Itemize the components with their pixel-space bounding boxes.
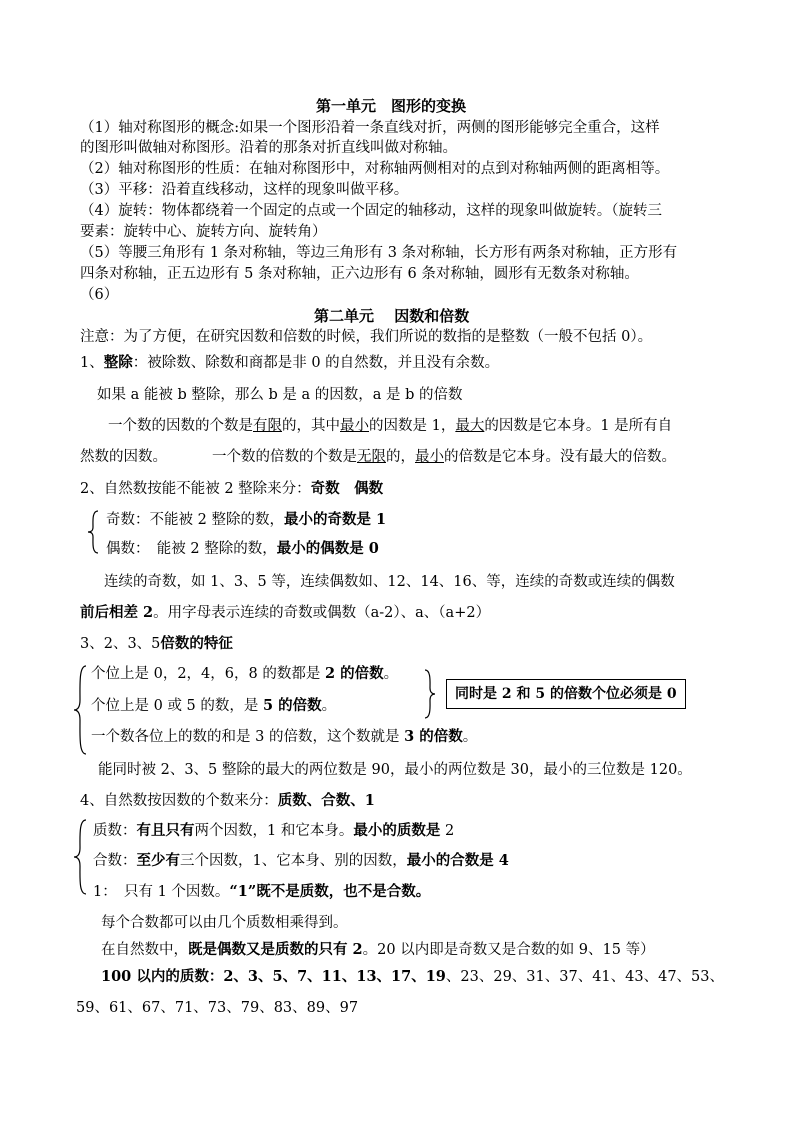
section4-bold: 质数、合数、1 (277, 792, 375, 809)
multiples-brace (72, 664, 88, 756)
section1-line (80, 353, 499, 373)
factor-finite: 有限 (253, 418, 282, 434)
section3-line (80, 634, 233, 654)
section3-number: 3、2、3、5 (80, 636, 161, 652)
prime-definition (93, 821, 454, 841)
rule2-text: 个位上是 0，2，4，6，8 的数都是 (91, 666, 325, 682)
odd-text: 奇数：不能被 2 整除的数， (106, 512, 284, 528)
primes-rest: 、23、29、31、37、41、43、47、53、 (445, 969, 724, 985)
composite-product-line: 每个合数都可以由几个质数相乘得到。 (101, 915, 348, 931)
unit1-p6: （6） (80, 287, 119, 303)
multiple-text-3: 的倍数是它本身。没有最大的倍数。 (444, 449, 676, 465)
unit1-p1-line1: （1）轴对称图形的概念:如果一个图形沿着一条直线对折，两侧的图形能够完全重合，这样 (80, 120, 660, 136)
primes-bold: 100 以内的质数：2、3、5、7、11、13、17、19 (101, 968, 446, 985)
factor-line1 (108, 416, 672, 436)
multiple-text-2: 的， (386, 449, 415, 465)
factor-largest: 最大 (455, 418, 485, 434)
unit1-p5-line1: （5）等腰三角形有 1 条对称轴，等边三角形有 3 条对称轴，长方形有两条对称轴，正方形有 (80, 245, 678, 261)
rule3-bold: 3 的倍数 (404, 728, 463, 745)
unit1-title: 第一单元 图形的变换 (316, 97, 467, 115)
prime-text: 两个因数，1 和它本身。 (194, 823, 354, 839)
section2-text: 2、自然数按能不能被 2 整除来分： (80, 481, 311, 497)
factor-text-1: 一个数的因数的个数是 (108, 418, 253, 434)
unit1-p4-line1: （4）旋转：物体都绕着一个固定的点或一个固定的轴移动，这样的现象叫做旋转。（旋转三 (80, 203, 662, 219)
rule3-text: 一个数各位上的数的和是 3 的倍数，这个数就是 (91, 729, 405, 745)
multiple-line (212, 447, 676, 467)
rule5-end: 。 (321, 698, 337, 714)
rule-multiple-of-5 (91, 696, 336, 716)
composite-bold-2: 最小的合数是 4 (406, 852, 509, 869)
prime-bold-2: 最小的质数是 (353, 822, 441, 839)
factor-smallest: 最小 (340, 418, 369, 434)
unit1-p1-line2: 的图形叫做轴对称图形。沿着的那条对折直线叫做对称轴。 (80, 140, 457, 156)
rule-2-and-5-box: 同时是 2 和 5 的倍数个位必须是 0 (446, 679, 686, 709)
unit1-p5-line2: 四条对称轴，正五边形有 5 条对称轴，正六边形有 6 条对称轴，圆形有无数条对称轴。 (80, 266, 639, 282)
multiple-smallest: 最小 (415, 449, 444, 465)
consecutive-line1: 连续的奇数，如 1、3、5 等，连续偶数如、12、14、16、等，连续的奇数或连续的偶数 (104, 574, 675, 590)
unit1-p2: （2）轴对称图形的性质：在轴对称图形中，对称轴两侧相对的点到对称轴两侧的距离相等。 (80, 161, 670, 177)
rule5-text: 个位上是 0 或 5 的数，是 (91, 698, 263, 714)
one-bold: “1”既不是质数，也不是合数。 (229, 883, 431, 900)
odd-definition (106, 510, 386, 530)
factor-line2: 然数的因数。 (80, 449, 167, 465)
unit1-p3: （3）平移：沿着直线移动，这样的现象叫做平移。 (80, 182, 409, 198)
rule2-bold: 2 的倍数 (324, 665, 384, 682)
section4-line (80, 791, 375, 811)
odd-bold: 最小的奇数是 1 (283, 511, 387, 528)
prime-label: 质数： (93, 823, 137, 839)
composite-definition (93, 851, 509, 871)
even-prime-line (101, 940, 655, 960)
rule-multiple-of-2 (91, 664, 398, 684)
section3-bold: 倍数的特征 (160, 635, 233, 652)
even-prime-text-2: 。20 以内即是奇数又是合数的如 9、15 等） (362, 942, 655, 958)
section1-definition: ：被除数、除数和商都是非 0 的自然数，并且没有余数。 (132, 355, 500, 371)
rule-multiple-of-3 (91, 727, 477, 747)
one-definition (93, 882, 430, 902)
composite-label: 合数： (93, 853, 137, 869)
section1-term: 整除 (103, 354, 133, 371)
even-text: 偶数： 能被 2 整除的数， (106, 541, 277, 557)
multiple-text-1: 一个数的倍数的个数是 (212, 449, 357, 465)
section1-number: 1、 (80, 355, 104, 371)
rule2-end: 。 (383, 666, 399, 682)
consecutive-bold: 前后相差 2 (80, 604, 154, 621)
even-prime-bold: 既是偶数又是质数的只有 2 (188, 941, 363, 958)
composite-text: 三个因数，1、它本身、别的因数， (180, 853, 407, 869)
primes-under-100-line2: 59、61、67、71、73、79、83、89、97 (76, 1000, 359, 1016)
unit1-p4-line2: 要素：旋转中心、旋转方向、旋转角） (80, 224, 327, 240)
consecutive-line2 (80, 603, 490, 623)
section2-bold: 奇数 偶数 (310, 480, 384, 497)
factor-text-3: 的因数是 1， (369, 418, 456, 434)
factor-text-4: 的因数是它本身。1 是所有自 (484, 418, 673, 434)
composite-bold-1: 至少有 (136, 852, 180, 869)
multiple-infinite: 无限 (357, 449, 386, 465)
unit2-title: 第二单元 因数和倍数 (314, 307, 470, 325)
unit2-note: 注意：为了方便，在研究因数和倍数的时候，我们所说的数指的是整数（一般不包括 0）。 (80, 329, 653, 345)
rule-close-brace (423, 668, 437, 720)
rule3-end: 。 (462, 729, 478, 745)
section2-line (80, 479, 383, 499)
factor-text-2: 的，其中 (282, 418, 340, 434)
even-prime-text-1: 在自然数中， (101, 942, 188, 958)
prime-composite-brace (72, 818, 88, 896)
max-min-line: 能同时被 2、3、5 整除的最大的两位数是 90，最小的两位数是 30，最小的三位数是 120。 (98, 762, 692, 778)
odd-even-brace (86, 509, 100, 555)
even-definition (106, 539, 379, 559)
primes-under-100-line1 (101, 967, 724, 987)
rule5-bold: 5 的倍数 (263, 697, 322, 714)
prime-value: 2 (440, 823, 455, 839)
even-bold: 最小的偶数是 0 (276, 540, 379, 557)
consecutive-text: 。用字母表示连续的奇数或偶数（a-2）、a、（a+2） (153, 605, 491, 621)
one-text: 1： 只有 1 个因数。 (93, 884, 230, 900)
section4-text: 4、自然数按因数的个数来分： (80, 793, 278, 809)
prime-bold-1: 有且只有 (136, 822, 195, 839)
divisibility-example: 如果 a 能被 b 整除，那么 b 是 a 的因数，a 是 b 的倍数 (97, 387, 463, 403)
